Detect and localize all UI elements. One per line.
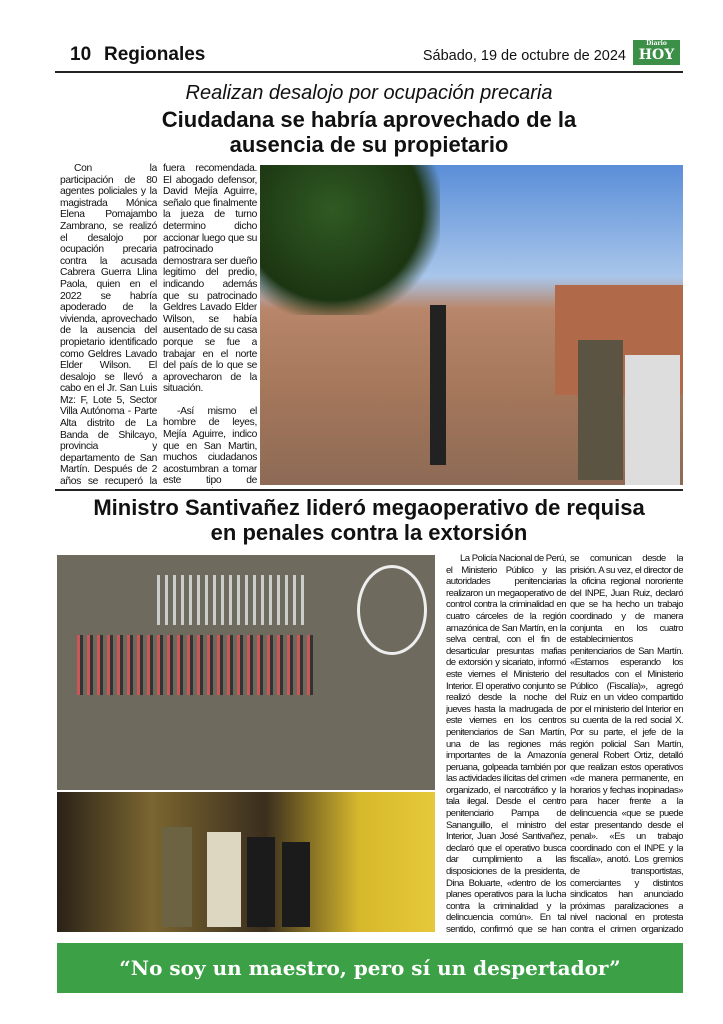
article1-headline: Ciudadana se habría aprovechado de la ausencia de su propietario — [161, 107, 577, 157]
header-rule — [55, 71, 683, 73]
person-figure — [162, 827, 192, 927]
article1-column-1 — [60, 163, 157, 488]
article1-paragraph: -Así mismo el hombre de leyes, Mejía Aguirre, indico que en San Martin, muchos ciudadanos acostumbran a tomar este tipo de — [163, 405, 257, 487]
section-title: Regionales — [104, 44, 206, 65]
quote-banner — [57, 943, 683, 993]
tree-foliage — [260, 165, 440, 315]
issue-date: Sábado, 19 de octubre de 2024 — [422, 48, 626, 64]
article2-headline: Ministro Santivañez lideró megaoperativo de requisa en penales contra la extorsión — [93, 495, 645, 545]
quote-text: “No soy un maestro, pero sí un despertador” — [119, 956, 621, 980]
article2-column-1 — [446, 553, 566, 935]
article1-kicker: Realizan desalojo por ocupación precaria — [185, 82, 553, 104]
person-figure — [207, 832, 241, 927]
article1-paragraph: fuera recomendada. El abogado defensor, David Mejía Aguirre, señalo que finalmente la jueza de turno determino dicho accionar luego que su patrocinado demostrara ser dueño legitimo del predio, indicando además que su patrocinado Geldres Lavado Elder Wilson, se había ausentado de su casa porque se fue a trabajar en el norte del país de lo que se aprovecharon de la situación. — [163, 163, 257, 395]
person-figure — [578, 340, 623, 480]
logo-small-text: Diario — [646, 40, 667, 47]
eviction-photo — [260, 165, 683, 485]
newspaper-logo — [633, 40, 680, 65]
article2-paragraph: se comunican desde la prisión. A su vez, el director de la oficina regional nororiente del INPE, Juan Ruiz, declaró que se ha hecho un trabajo coordinado y de manera conjunta en los cuatro establecimientos penitenciarios de San Martín. «Estamos esperando los resultados con el Ministerio Público (Fiscalía)», agregó Ruiz en un video compartido por el ministerio del Interior en su cuenta de la red social X. Por su parte, el jefe de la región policial San Martín, general Robert Ortiz, detalló que realizan estos operativos «de manera permanente, en horarios y fechas inopinadas» para hacer frente a la delincuencia «que se puede estar presentando desde el penal». «Es un trabajo coordinado con el INPE y la fiscalía», anotó. Los gremios de transportistas, comerciantes y distintos sindicatos han anunciado próximas paralizaciones a nivel nacional en protesta contra el crimen organizado — [570, 553, 683, 935]
seized-tools — [77, 635, 317, 695]
seized-items-photo — [57, 555, 435, 790]
officials-photo — [57, 792, 435, 932]
person-figure — [430, 305, 446, 465]
person-figure — [625, 355, 680, 485]
article2-column-2 — [570, 553, 683, 935]
article2-paragraph: La Policía Nacional de Perú, el Ministerio Público y las autoridades penitenciarias realizaron un megaoperativo de control contra la criminalidad en cuatro cárceles de la región amazónica de San Martín, en la selva central, con el fin de desarticular presuntas mafias de extorsión y sicariato, informó este viernes el Ministerio del Interior. El operativo conjunto se realizó desde la noche del jueves hasta la madrugada de este viernes en los centros penitenciarios de San Martín, una de las regiones más importantes de la Amazonía peruana, golpeada también por las actividades ilícitas del crimen organizado, el narcotráfico y la tala ilegal. Desde el centro penitenciario Pampa de Sananguillo, el ministro del Interior, Juan José Santivañez, declaró que el operativo busca dar cumplimiento a las disposiciones de la presidenta, Dina Boluarte, «dentro de los planes operativos para la lucha contra la criminalidad y la delincuencia común». En tal sentido, confirmó que se han — [446, 553, 566, 935]
article1-paragraph: Con la participación de 80 agentes policiales y la magistrada Mónica Elena Pomajambo Zambrano, se realizó el desalojo por ocupación precaria contra la acusada Cabrera Guerra Llina Paola, quien en el 2022 se habría apoderado de la vivienda, aprovechado de la ausencia del propietario identificado como Geldres Lavado Elder Wilson. El desalojo se llevó a cabo en el Jr. San Luis Mz: F, Lote 5, Sector Villa Autónoma - Parte Alta distrito de La Banda de Shilcayo, provincia y departamento de San Martín. Después de 2 años se recuperó la — [60, 163, 157, 488]
article1-column-2 — [163, 163, 257, 488]
person-figure — [282, 842, 310, 927]
seized-cables — [357, 565, 427, 655]
logo-big-text: HOY — [638, 47, 675, 63]
section-rule — [55, 489, 683, 491]
seized-utensils — [157, 575, 307, 625]
person-figure — [247, 837, 275, 927]
page-number: 10 — [70, 44, 92, 65]
